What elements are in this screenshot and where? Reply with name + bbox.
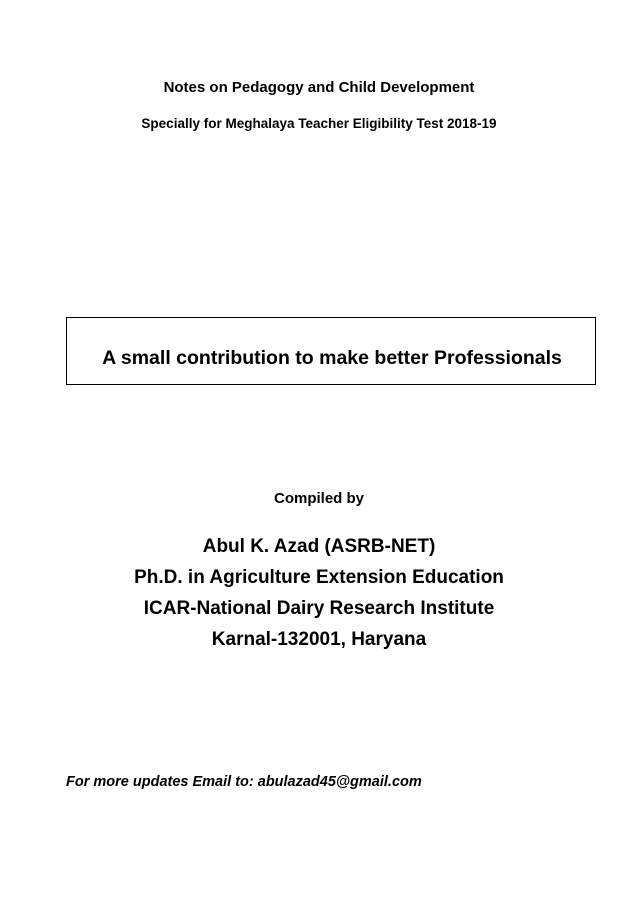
author-name: Abul K. Azad (ASRB-NET) — [202, 536, 436, 557]
tagline-box — [66, 317, 596, 385]
document-title: Notes on Pedagogy and Child Development — [163, 79, 475, 96]
footer-email-note: For more updates Email to: abulazad45@gmail.com — [66, 774, 422, 790]
author-institute: ICAR-National Dairy Research Institute — [143, 598, 495, 619]
author-degree: Ph.D. in Agriculture Extension Education — [134, 567, 504, 588]
tagline-text: A small contribution to make better Professionals — [102, 347, 562, 369]
document-subtitle: Specially for Meghalaya Teacher Eligibility Test 2018-19 — [141, 116, 497, 131]
compiled-by-label: Compiled by — [273, 490, 364, 507]
author-address: Karnal-132001, Haryana — [211, 629, 427, 650]
